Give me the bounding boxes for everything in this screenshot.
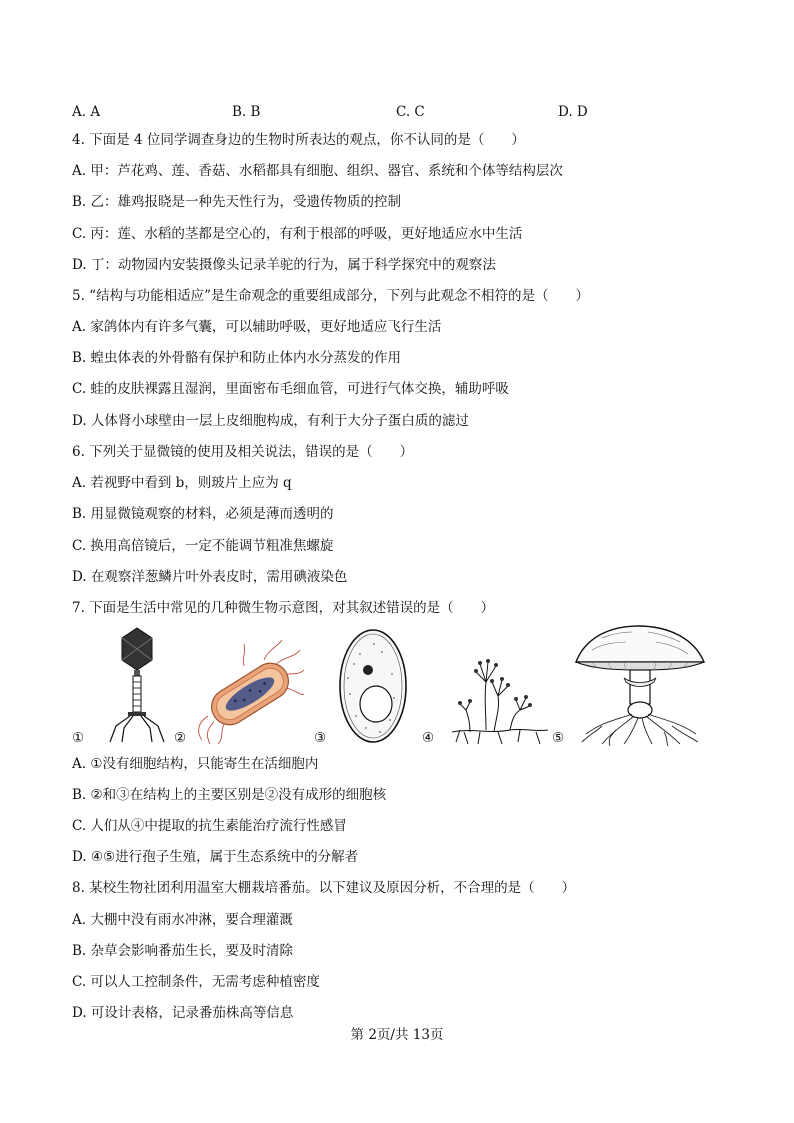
q4-option-d: D. 丁：动物园内安装摄像头记录羊驼的行为，属于科学探究中的观察法 [72,257,496,273]
q8-option-a: A. 大棚中没有雨水冲淋，要合理灌溉 [72,912,293,928]
q3-option-a: A. A [72,104,101,120]
q7-stem: 7. 下面是生活中常见的几种微生物示意图，对其叙述错误的是（ ） [72,600,495,616]
figure-label-1: ① [72,730,85,746]
q3-option-c: C. C [396,104,425,120]
q7-option-c: C. 人们从④中提取的抗生素能治疗流行性感冒 [72,818,347,834]
q8-stem: 8. 某校生物社团利用温室大棚栽培番茄。以下建议及原因分析，不合理的是（ ） [72,880,576,896]
q5-option-b: B. 蝗虫体表的外骨骼有保护和防止体内水分蒸发的作用 [72,350,402,366]
q8-option-d: D. 可设计表格，记录番茄株高等信息 [72,1005,294,1021]
q4-option-c: C. 丙：莲、水稻的茎都是空心的，有利于根部的呼吸，更好地适应水中生活 [72,226,523,242]
figure-label-4: ④ [422,730,435,746]
yeast-cell-icon [336,624,410,748]
q6-option-a: A. 若视野中看到 b，则玻片上应为 q [72,475,292,491]
bacteriophage-icon [102,622,172,746]
q5-option-c: C. 蛙的皮肤裸露且湿润，里面密布毛细血管，可进行气体交换，辅助呼吸 [72,381,509,397]
q8-option-b: B. 杂草会影响番茄生长，要及时清除 [72,943,294,959]
q4-option-b: B. 乙：雄鸡报晓是一种先天性行为，受遗传物质的控制 [72,194,402,210]
q7-option-d: D. ④⑤进行孢子生殖，属于生态系统中的分解者 [72,849,359,865]
figure-1-virus [72,622,172,750]
microbe-figures [72,622,712,750]
figure-label-2: ② [174,730,187,746]
figure-label-3: ③ [314,730,327,746]
q7-option-a: A. ①没有细胞结构，只能寄生在活细胞内 [72,756,319,772]
q3-option-d: D. D [558,104,588,120]
figure-5-mushroom [552,622,712,750]
q7-option-b: B. ②和③在结构上的主要区别是②没有成形的细胞核 [72,787,387,803]
q5-option-a: A. 家鸽体内有许多气囊，可以辅助呼吸，更好地适应飞行生活 [72,319,442,335]
page-number: 第 2页/共 13页 [350,1027,444,1043]
q5-option-d: D. 人体肾小球壁由一层上皮细胞构成，有利于大分子蛋白质的滤过 [72,413,469,429]
q4-option-a: A. 甲：芦花鸡、莲、香菇、水稻都具有细胞、组织、器官、系统和个体等结构层次 [72,163,563,179]
q5-stem: 5. “结构与功能相适应”是生命观念的重要组成部分，下列与此观念不相符的是（ ） [72,288,589,304]
q8-option-c: C. 可以人工控制条件，无需考虑种植密度 [72,974,320,990]
figure-label-5: ⑤ [552,730,565,746]
mushroom-icon [572,622,708,746]
q6-option-b: B. 用显微镜观察的材料，必须是薄而透明的 [72,506,334,522]
figure-2-bacterium [172,622,312,750]
q6-stem: 6. 下列关于显微镜的使用及相关说法，错误的是（ ） [72,444,414,460]
q3-option-b: B. B [232,104,261,120]
q6-option-d: D. 在观察洋葱鳞片叶外表皮时，需用碘液染色 [72,569,348,585]
figure-3-yeast [312,622,422,750]
bacterium-icon [194,636,306,746]
q3-options-row [72,103,722,121]
figure-4-mold [422,622,552,750]
q4-stem: 4. 下面是 4 位同学调查身边的生物时所表达的观点，你不认同的是（ ） [72,132,525,148]
mold-icon [450,652,550,748]
q6-option-c: C. 换用高倍镜后，一定不能调节粗准焦螺旋 [72,538,334,554]
